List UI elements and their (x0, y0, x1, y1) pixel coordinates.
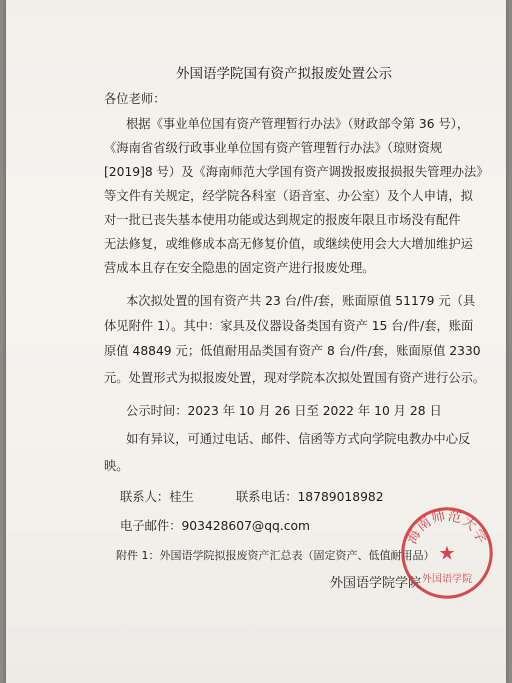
attachment-note: 附件 1：外国语学院拟报废资产汇总表（固定资产、低值耐用品） (116, 549, 435, 562)
publicity-period: 公示时间：2023 年 10 月 26 日至 2022 年 10 月 28 日 (126, 404, 442, 418)
contact-email: 电子邮件：903428607@qq.com (120, 519, 310, 533)
svg-text:★: ★ (438, 541, 456, 565)
paragraph-line: 如有异议，可通过电话、邮件、信函等方式向学院电教办中心反 (126, 432, 471, 446)
seal-bottom-text: 外国语学院 (421, 573, 473, 585)
notice-paper (6, 0, 506, 683)
document-title: 外国语学院国有资产拟报废处置公示 (176, 66, 392, 82)
signature: 外国语学院学院 (330, 576, 422, 591)
paragraph-line: 根据《事业单位国有资产管理暂行办法》（财政部令第 36 号）， (126, 117, 470, 131)
paragraph-line: 元。处置形式为拟报废处置，现对学院本次拟处置国有资产进行公示。 (104, 371, 486, 385)
paragraph-line: 营成本且存在安全隐患的固定资产进行报废处理。 (104, 261, 375, 275)
paragraph-line: 体见附件 1）。其中：家具及仪器设备类国有资产 15 台/件/套，账面 (104, 319, 474, 333)
paragraph-line: 《海南省省级行政事业单位国有资产管理暂行办法》（琼财资规 (104, 141, 443, 155)
paragraph-line: 对一批已丧失基本使用功能或达到规定的报废年限且市场没有配件 (104, 213, 461, 227)
official-seal (399, 505, 495, 601)
contact-person: 联系人：桂生 (120, 490, 194, 504)
paragraph-line: 原值 48849 元；低值耐用品类国有资产 8 台/件/套，账面原值 2330 (104, 344, 481, 358)
seal-top-text: 海南师范大学 (404, 508, 490, 547)
contact-phone: 联系电话：18789018982 (236, 490, 384, 504)
salutation: 各位老师： (104, 92, 166, 106)
paragraph-line: 无法修复，或维修成本高无修复价值，或继续使用会大大增加维护运 (104, 237, 473, 251)
paragraph-line: [2019]8 号）及《海南师范大学国有资产调拨报废报损报失管理办法》 (104, 165, 489, 179)
paragraph-line: 本次拟处置的国有资产共 23 台/件/套，账面原值 51179 元（具 (126, 294, 476, 308)
svg-text:海南师范大学 (404, 507, 490, 547)
paragraph-line: 等文件有关规定，经学院各科室（语音室、办公室）及个人申请，拟 (104, 189, 473, 203)
paragraph-line: 映。 (104, 459, 129, 473)
